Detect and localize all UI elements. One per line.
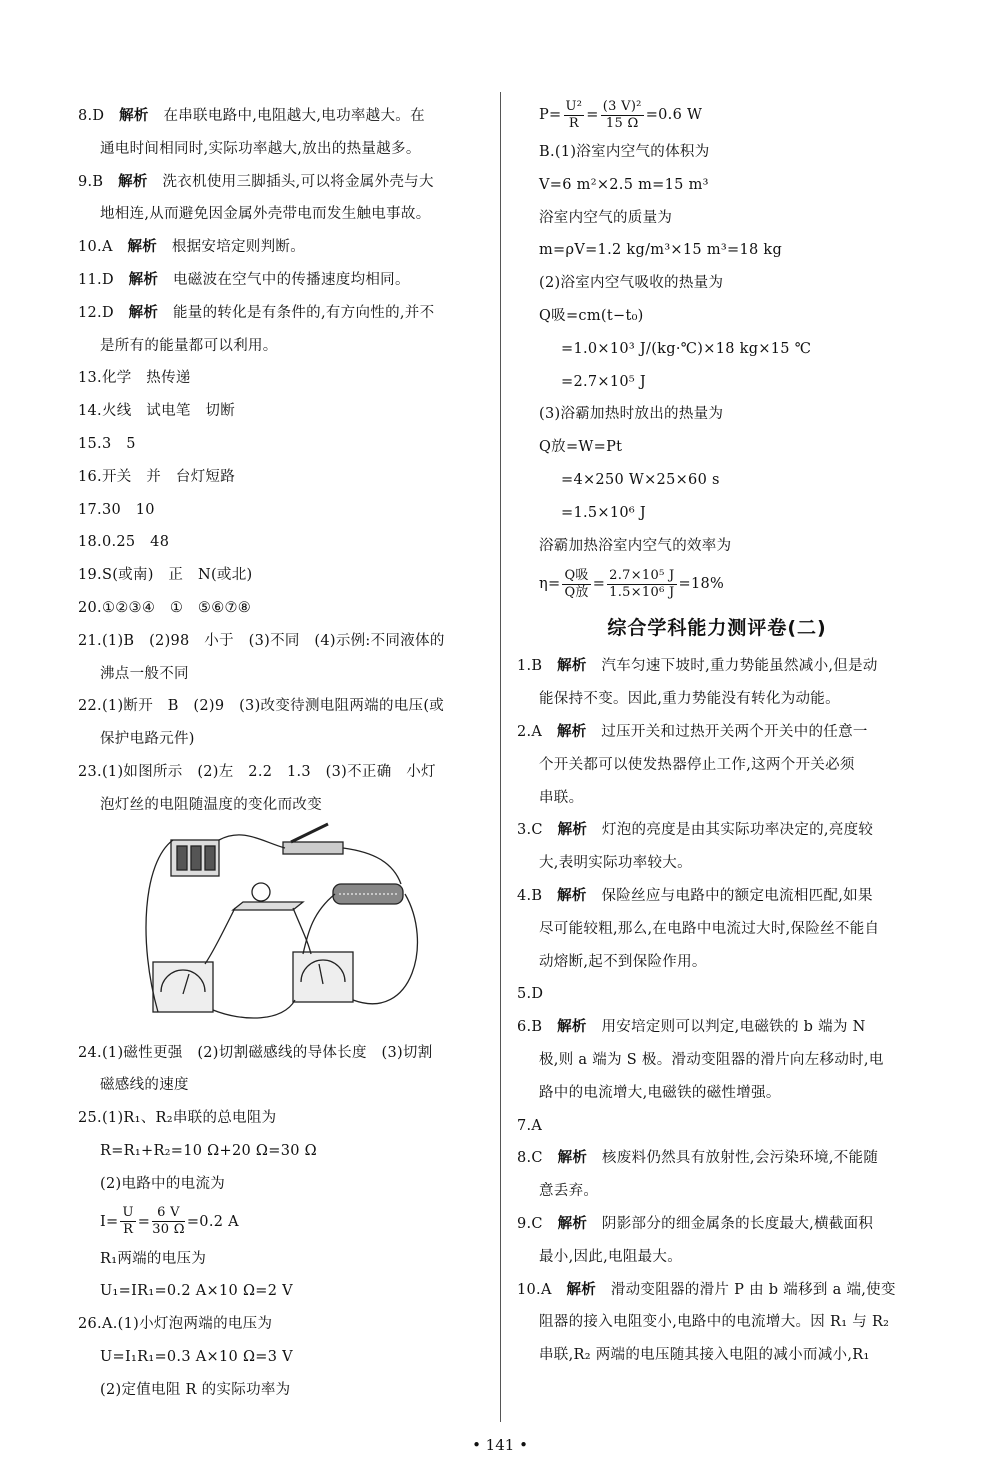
answer-14: 14.火线 试电笔 切断 [78, 403, 236, 420]
column-divider [500, 92, 501, 1422]
circuit-illustration [143, 822, 423, 1032]
part-b-line7: =1.0×10³ J/(kg·℃)×18 kg×15 ℃ [561, 340, 812, 357]
right-column [517, 100, 917, 1372]
section-heading: 综合学科能力测评卷(二) [607, 617, 827, 640]
answer-18: 18.0.25 48 [78, 534, 170, 551]
answer-22-cont: 保护电路元件) [100, 731, 195, 748]
part-b-line6: Q吸=cm(t−t₀) [539, 307, 644, 324]
answer-r9-cont: 最小,因此,电阻最大。 [539, 1248, 683, 1265]
efficiency-formula: η= $\frac{\text{Q吸}}{\text{Q放}}$ = $\frac{\text{2.7×10⁵ J}}{\text{1.5×10⁶ J}}$ =18% [539, 567, 725, 600]
answer-r4-cont2: 动熔断,起不到保险作用。 [539, 953, 707, 970]
part-b-line5: (2)浴室内空气吸收的热量为 [539, 275, 724, 292]
left-column [78, 100, 490, 1407]
answer-r4: 4.B 解析 保险丝应与电路中的额定电流相匹配,如果 [517, 887, 873, 904]
answer-r2-cont1: 个开关都可以使发热器停止工作,这两个开关必须 [539, 756, 855, 773]
part-b-line11: =4×250 W×25×60 s [561, 471, 720, 488]
answer-r3: 3.C 解析 灯泡的亮度是由其实际功率决定的,亮度较 [517, 822, 874, 839]
power-formula: P= $\frac{\text{U²}}{R}$ = $\frac{\text{(3 V)²}}{15 \Omega}$ =0.6 W [539, 98, 703, 131]
part-b-line4: m=ρV=1.2 kg/m³×15 m³=18 kg [539, 242, 783, 259]
answer-11: 11.D 解析 电磁波在空气中的传播速度均相同。 [78, 271, 410, 288]
answer-r6: 6.B 解析 用安培定则可以判定,电磁铁的 b 端为 N [517, 1019, 866, 1036]
answer-22: 22.(1)断开 B (2)9 (3)改变待测电阻两端的电压(或 [78, 698, 445, 715]
answer-r8-cont: 意丢弃。 [539, 1183, 599, 1200]
answer-r6-cont2: 路中的电流增大,电磁铁的磁性增强。 [539, 1084, 781, 1101]
answer-24: 24.(1)磁性更强 (2)切割磁感线的导体长度 (3)切割 [78, 1044, 433, 1061]
answer-9-cont: 地相连,从而避免因金属外壳带电而发生触电事故。 [100, 206, 431, 223]
answer-8-cont: 通电时间相同时,实际功率越大,放出的热量越多。 [100, 140, 421, 157]
answer-r1: 1.B 解析 汽车匀速下坡时,重力势能虽然减小,但是动 [517, 658, 878, 675]
part-b-line2: V=6 m²×2.5 m=15 m³ [539, 176, 709, 193]
answer-26-line2: U=I₁R₁=0.3 A×10 Ω=3 V [100, 1348, 293, 1365]
answer-r9: 9.C 解析 阴影部分的细金属条的长度最大,横截面积 [517, 1215, 874, 1232]
answer-15: 15.3 5 [78, 435, 136, 452]
answer-26-line3: (2)定值电阻 R 的实际功率为 [100, 1381, 291, 1398]
answer-r10-cont1: 阻器的接入电阻变小,电路中的电流增大。因 R₁ 与 R₂ [539, 1314, 890, 1331]
answer-25-line2: R=R₁+R₂=10 Ω+20 Ω=30 Ω [100, 1142, 317, 1159]
answer-23-cont: 泡灯丝的电阻随温度的变化而改变 [100, 796, 322, 813]
answer-12: 12.D 解析 能量的转化是有条件的,有方向性的,并不 [78, 304, 435, 321]
answer-8: 8.D 解析 在串联电路中,电阻越大,电功率越大。在 [78, 108, 425, 124]
answer-r2: 2.A 解析 过压开关和过热开关两个开关中的任意一 [517, 723, 868, 740]
circuit-diagram [78, 822, 490, 1037]
part-b-line8: =2.7×10⁵ J [561, 373, 647, 390]
answer-21: 21.(1)B (2)98 小于 (3)不同 (4)示例:不同液体的 [78, 632, 445, 649]
answer-10: 10.A 解析 根据安培定则判断。 [78, 239, 306, 256]
answer-25-line6: U₁=IR₁=0.2 A×10 Ω=2 V [100, 1283, 293, 1300]
answer-16: 16.开关 并 台灯短路 [78, 468, 236, 485]
part-b-line13: 浴霸加热浴室内空气的效率为 [539, 537, 732, 554]
part-b-line12: =1.5×10⁶ J [561, 504, 647, 521]
answer-25-current-formula: I= $\frac{U}{R}$ = $\frac{6 V}{30 \Omega}$ =0.2 A [100, 1205, 239, 1238]
part-b-line1: B.(1)浴室内空气的体积为 [539, 144, 710, 160]
part-b-line9: (3)浴霸加热时放出的热量为 [539, 406, 724, 423]
answer-r1-cont: 能保持不变。因此,重力势能没有转化为动能。 [539, 691, 840, 708]
answer-13: 13.化学 热传递 [78, 370, 191, 387]
answer-19: 19.S(或南) 正 N(或北) [78, 567, 253, 584]
answer-r10-cont2: 串联,R₂ 两端的电压随其接入电阻的减小而减小,R₁ [539, 1347, 870, 1364]
part-b-line10: Q放=W=Pt [539, 439, 623, 456]
answer-r4-cont1: 尽可能较粗,那么,在电路中电流过大时,保险丝不能自 [539, 920, 880, 937]
answer-25-line5: R₁两端的电压为 [100, 1250, 207, 1267]
page-number: • 141 • [472, 1436, 528, 1454]
answer-25: 25.(1)R₁、R₂串联的总电阻为 [78, 1110, 277, 1127]
answer-23: 23.(1)如图所示 (2)左 2.2 1.3 (3)不正确 小灯 [78, 763, 436, 780]
answer-r10: 10.A 解析 滑动变阻器的滑片 P 由 b 端移到 a 端,使变 [517, 1281, 896, 1298]
answer-r7: 7.A [517, 1117, 543, 1134]
answer-20: 20.①②③④ ① ⑤⑥⑦⑧ [78, 599, 252, 616]
answer-24-cont: 磁感线的速度 [100, 1077, 189, 1094]
answer-r6-cont1: 极,则 a 端为 S 极。滑动变阻器的滑片向左移动时,电 [539, 1051, 884, 1068]
answer-r5: 5.D [517, 986, 544, 1003]
answer-r2-cont2: 串联。 [539, 789, 584, 806]
answer-21-cont: 沸点一般不同 [100, 665, 189, 682]
answer-9: 9.B 解析 洗衣机使用三脚插头,可以将金属外壳与大 [78, 173, 434, 190]
answer-26: 26.A.(1)小灯泡两端的电压为 [78, 1316, 273, 1333]
answer-25-line3: (2)电路中的电流为 [100, 1175, 226, 1192]
answer-17: 17.30 10 [78, 501, 155, 518]
answer-r8: 8.C 解析 核废料仍然具有放射性,会污染环境,不能随 [517, 1150, 879, 1167]
part-b-line3: 浴室内空气的质量为 [539, 209, 673, 226]
answer-12-cont: 是所有的能量都可以利用。 [100, 337, 278, 354]
answer-r3-cont: 大,表明实际功率较大。 [539, 855, 692, 872]
